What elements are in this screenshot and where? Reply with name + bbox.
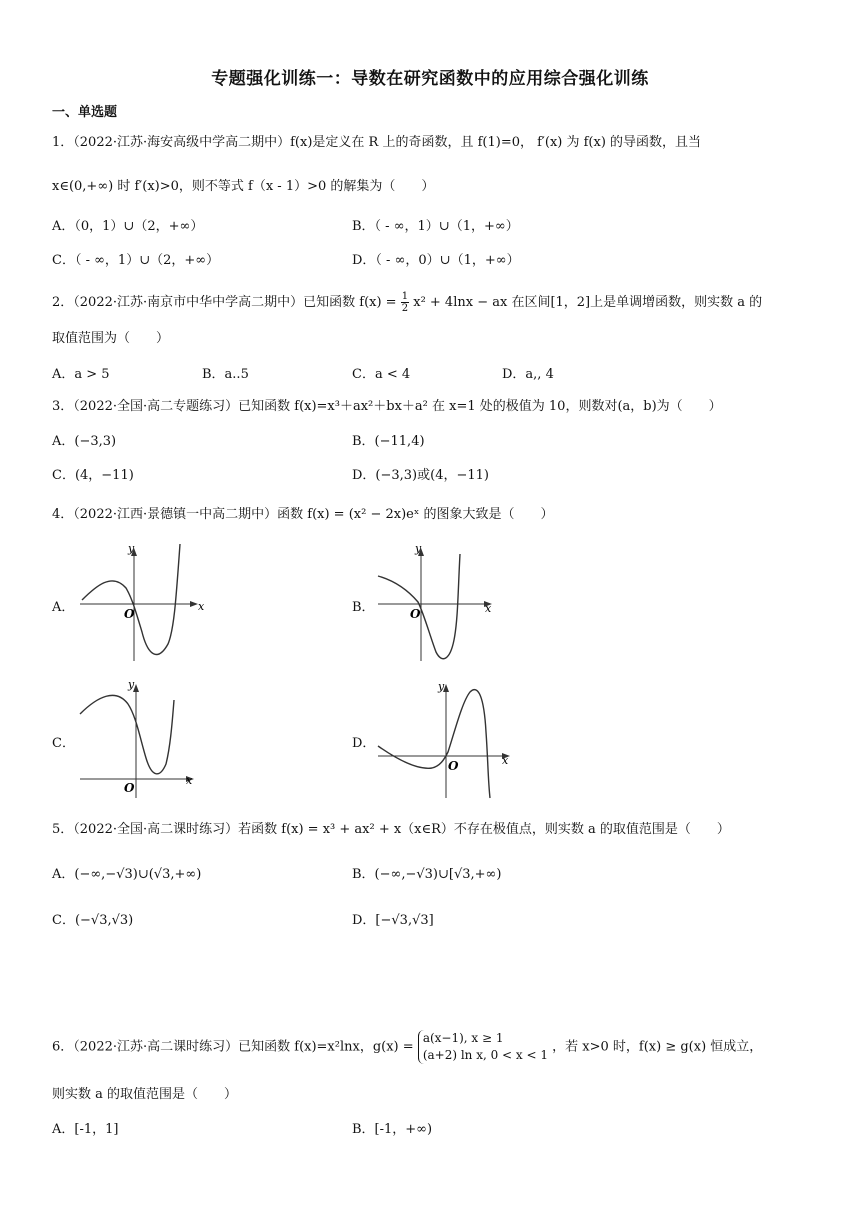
q6-piece-2: (a+2) ln x, 0 < x < 1 — [422, 1048, 549, 1062]
q6-stem-line2: 则实数 a 的取值范围是（ ） — [52, 1087, 238, 1102]
q6-stem-line1 — [52, 1030, 762, 1064]
q4c-x-label: x — [186, 774, 193, 787]
q2-option-d: D．a,, 4 — [502, 367, 554, 382]
q2-stem-a: 2．（2022·江苏·南京市中华中学高二期中）已知函数 f(x) = — [52, 295, 397, 310]
q2-option-b: B．a..5 — [202, 367, 249, 382]
q5-option-b: B．(−∞,−√3)∪[√3,+∞) — [352, 867, 502, 882]
q4-option-a-label: A． — [52, 600, 75, 615]
q6-piece-1: a(x−1), x ≥ 1 — [422, 1031, 504, 1045]
q3-option-d: D．(−3,3)或(4，−11) — [352, 468, 489, 483]
q1-option-c: C．（ - ∞，1）∪（2，+∞） — [52, 253, 220, 268]
q4b-y-label: y — [415, 542, 422, 555]
q4-stem: 4．（2022·江西·景德镇一中高二期中）函数 f(x) = (x² − 2x)eˣ 的图象大致是（ ） — [52, 507, 554, 522]
q6-option-a: A．[-1，1] — [52, 1122, 119, 1137]
q4-graph-a — [76, 540, 226, 665]
q4a-origin-label: O — [124, 607, 135, 621]
q6-piecewise — [418, 1030, 548, 1064]
q4-option-c-label: C． — [52, 736, 75, 751]
q2-option-c: C．a < 4 — [352, 367, 411, 382]
q2-stem-line2: 取值范围为（ ） — [52, 331, 170, 346]
q4d-origin-label: O — [448, 759, 459, 773]
q4-graph-c — [76, 676, 206, 801]
q5-stem: 5．（2022·全国·高二课时练习）若函数 f(x) = x³ + ax² + x（x∈R）不存在极值点，则实数 a 的取值范围是（ ） — [52, 822, 730, 837]
q6-stem-b: ，若 x>0 时，f(x) ≥ g(x) 恒成立， — [552, 1039, 763, 1055]
q4c-origin-label: O — [124, 781, 135, 795]
q2-stem-line1 — [52, 291, 762, 314]
q3-option-b: B．(−11,4) — [352, 434, 425, 449]
q5-option-d: D．[−√3,√3] — [352, 913, 434, 928]
q2-option-a: A．a > 5 — [52, 367, 110, 382]
q4c-y-label: y — [128, 678, 135, 691]
q5-option-a: A．(−∞,−√3)∪(√3,+∞) — [52, 867, 202, 882]
q2-frac-den: 2 — [401, 303, 409, 314]
q4-option-d-label: D． — [352, 736, 376, 751]
q4-graph-d — [374, 676, 524, 801]
q2-stem-b: x² + 4lnx − ax 在区间[1，2]上是单调增函数，则实数 a 的 — [413, 295, 763, 310]
q4-option-b-label: B． — [352, 600, 375, 615]
q5-option-c: C．(−√3,√3) — [52, 913, 134, 928]
q1-option-a: A．（0，1）∪（2，+∞） — [52, 219, 204, 234]
q4b-x-label: x — [485, 602, 492, 615]
q4d-x-label: x — [502, 754, 509, 767]
q3-option-a: A．(−3,3) — [52, 434, 117, 449]
q1-option-d: D．（ - ∞，0）∪（1，+∞） — [352, 253, 520, 268]
page-title: 专题强化训练一：导数在研究函数中的应用综合强化训练 — [211, 69, 649, 89]
q4a-y-label: y — [128, 542, 135, 555]
q4-graph-b — [374, 540, 504, 665]
q4d-y-label: y — [438, 680, 445, 693]
q1-option-b: B．（ - ∞，1）∪（1，+∞） — [352, 219, 519, 234]
q4a-x-label: x — [198, 600, 205, 613]
q2-fraction — [401, 291, 409, 314]
q1-stem-line1: 1．（2022·江苏·海安高级中学高二期中）f(x)是定义在 R 上的奇函数，且 f(1)=0， f′(x) 为 f(x) 的导函数，且当 — [52, 135, 702, 150]
section-heading: 一、单选题 — [52, 105, 118, 120]
q4b-origin-label: O — [410, 607, 421, 621]
q6-option-b: B．[-1，+∞) — [352, 1122, 433, 1137]
q3-stem: 3．（2022·全国·高二专题练习）已知函数 f(x)=x³＋ax²＋bx＋a² 在 x=1 处的极值为 10，则数对(a，b)为（ ） — [52, 399, 722, 414]
q2-frac-num: 1 — [401, 291, 409, 302]
q3-option-c: C．(4，−11) — [52, 468, 134, 483]
q6-stem-a: 6．（2022·江苏·高二课时练习）已知函数 f(x)=x²lnx，g(x) = — [52, 1039, 414, 1055]
q1-stem-line2: x∈(0,+∞) 时 f′(x)>0，则不等式 f（x - 1）>0 的解集为（ ） — [52, 179, 435, 194]
